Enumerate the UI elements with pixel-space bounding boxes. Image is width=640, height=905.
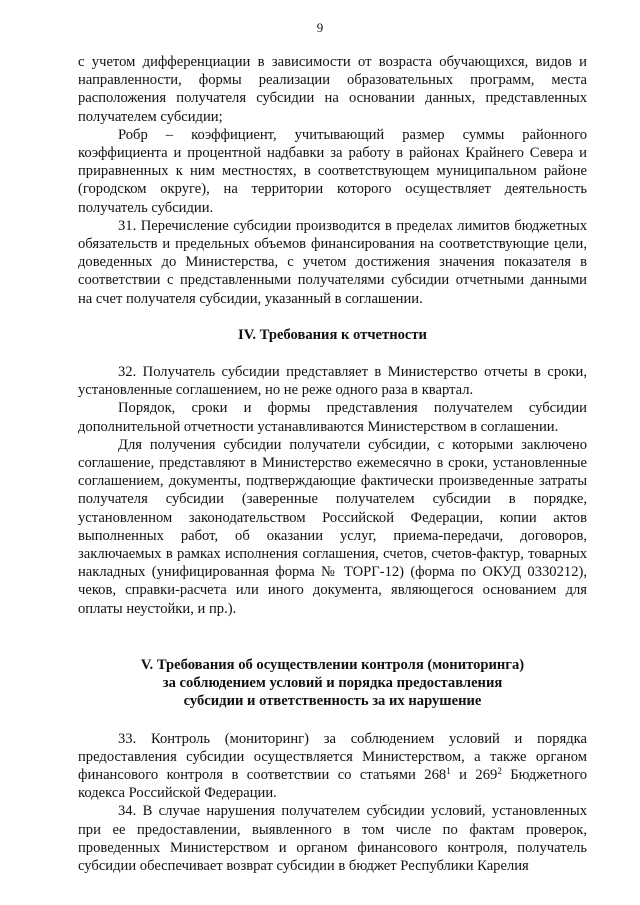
paragraph-33-mid: и 269 — [450, 766, 498, 783]
section-heading-v-line1: V. Требования об осуществлении контроля (мониторинга) — [140, 656, 525, 673]
section-heading-iv: IV. Требования к отчетности — [238, 326, 427, 343]
paragraph-31: 31. Перечисление субсидии производится в пределах лимитов бюджетных обязательств и предельных объемов финансирования на соответствующие цели, доведенных до Министерства, с учетом достижения значения показателя в соответствии с представленными получателями субсидии отчетными данными на счет получателя субсидии, указанный в соглашении. — [78, 217, 587, 307]
footnote-sup-1: 1 — [446, 765, 451, 776]
paragraph-continuation: с учетом дифференциации в зависимости от возраста обучающихся, видов и направленности, формы реализации образовательных программ, места расположения получателя субсидии на основании данных, представленных получателем субсидии; — [78, 54, 587, 125]
paragraph-32: 32. Получатель субсидии представляет в Министерство отчеты в сроки, установленные соглашением, но не реже одного раза в квартал. — [78, 364, 587, 399]
document-body — [78, 53, 587, 875]
paragraph-33-end: Бюджетного кодекса Российской Федерации. — [78, 766, 588, 802]
paragraph-robr-definition: Робр – коэффициент, учитывающий размер суммы районного коэффициента и процентной надбавки за работу в районах Крайнего Севера и приравненных к ним местностях, в соответствующем муниципальном районе (городском округе), на территории которого осуществляет деятельность получатель субсидии. — [78, 126, 587, 216]
section-heading-v-line2: за соблюдением условий и порядка предоставления — [162, 675, 503, 692]
section-heading-v — [78, 656, 587, 711]
paragraph-documents: Для получения субсидии получатели субсидии, с которыми заключено соглашение, представляют в Министерство ежемесячно в сроки, установленные соглашением, документы, подтверждающие фактически произведенные затраты получателя субсидии (заверенные получателем субсидии в порядке, установленном законодательством Российской Федерации, копии актов выполненных работ, об оказании услуг, приема-передачи, договоров, заключаемых в рамках исполнения соглашения, счетов, счетов-фактур, товарных накладных (унифицированная форма № ТОРГ-12) (форма по ОКУД 0330212), чеков, справки-расчета или иного документа, являющегося основанием для оплаты неустойки, и пр.). — [78, 436, 587, 617]
paragraph-reporting-order: Порядок, сроки и формы представления получателем субсидии дополнительной отчетности устанавливаются Министерством в соглашении. — [78, 400, 587, 435]
paragraph-33 — [78, 730, 587, 803]
section-heading-v-line3: субсидии и ответственность за их нарушение — [183, 693, 482, 710]
footnote-sup-2: 2 — [497, 765, 502, 776]
page-number: 9 — [316, 20, 324, 35]
paragraph-34: 34. В случае нарушения получателем субсидии условий, установленных при ее предоставлении, выявленного в том числе по фактам проверок, проведенных Министерством и органом финансового контроля, получатель субсидии обеспечивает возврат субсидии в бюджет Республики Карелия — [78, 803, 587, 874]
paragraph-33-start: 33. Контроль (мониторинг) за соблюдением условий и порядка предоставления субсидии осуществляется Министерством, а также органом финансового контроля в соответствии со статьями 268 — [78, 730, 587, 783]
